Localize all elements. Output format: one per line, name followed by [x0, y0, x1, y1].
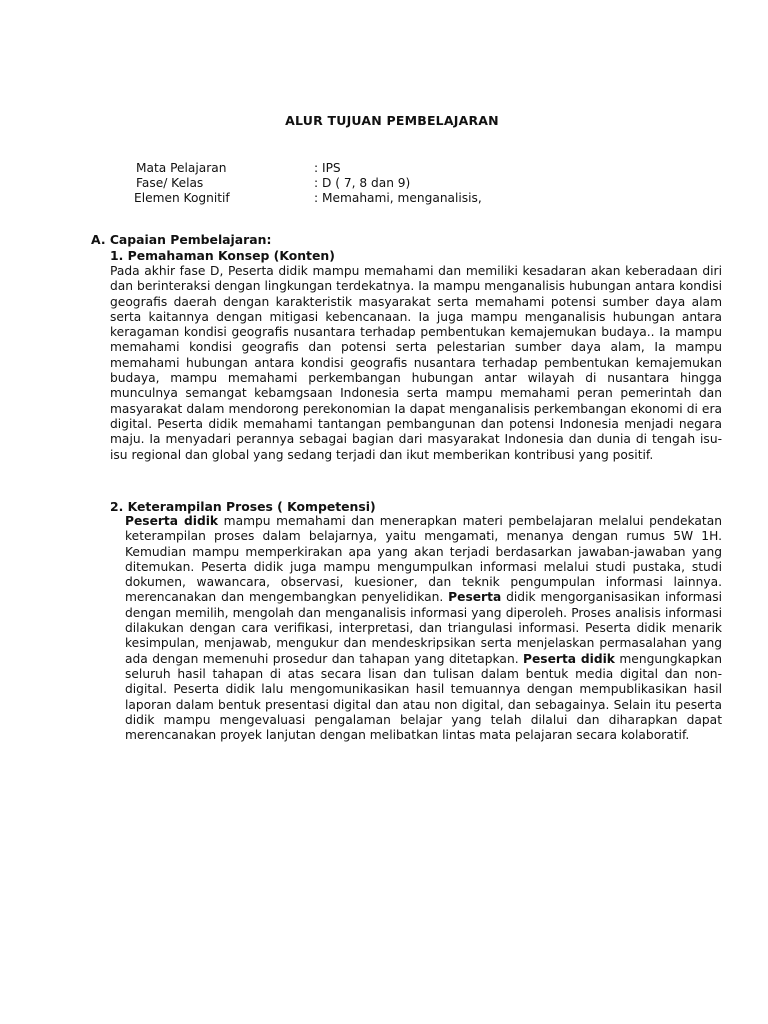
meta-value-phase: : D ( 7, 8 dan 9) — [314, 176, 411, 190]
sub-heading-process: 2. Keterampilan Proses ( Kompetensi) — [110, 499, 376, 514]
paragraph-process — [125, 514, 722, 743]
meta-row-subject — [0, 161, 768, 176]
document-title: ALUR TUJUAN PEMBELAJARAN — [285, 113, 499, 128]
bold-term-3: Peserta didik — [523, 651, 615, 666]
bold-term-2: Peserta — [448, 590, 502, 605]
process-text-1: mampu memahami dan menerapkan materi pembelajaran melalui pendekatan keterampilan proses dalam belajarnya, yaitu mengamati, menanya dengan rumus 5W 1H. Kemudian mampu memperkirakan apa yang akan terjadi berdasarkan jawaban-jawaban yang ditemukan. Peserta didik juga mampu mengumpulkan informasi melalui studi pustaka, studi dokumen, wawancara, observasi, kuesioner, dan teknik pengumpulan informasi lainnya. merencanakan dan mengembangkan penyelidikan. — [125, 514, 722, 605]
meta-value-element: : Memahami, menganalisis, — [314, 191, 482, 205]
process-text-3: mengungkapkan seluruh hasil tahapan di atas secara lisan dan tulisan dalam bentuk media digital dan non-digital. Peserta didik lalu mengomunikasikan hasil temuannya dengan mempublikasikan hasil laporan dalam bentuk presentasi digital dan atau non digital, dan sebagainya. Selain itu peserta didik mampu mengevaluasi pengalaman belajar yang telah dilalui dan diharapkan dapat merencanakan proyek lanjutan dengan melibatkan lintas mata pelajaran secara kolaboratif. — [125, 651, 722, 743]
meta-table — [0, 161, 768, 206]
process-text-2: didik mengorganisasikan informasi dengan memilih, mengolah dan menganalisis informasi yang diperoleh. Proses analisis informasi dilakukan dengan cara verifikasi, interpretasi, dan triangulasi informasi. Peserta didik menarik kesimpulan, menjawab, mengukur dan mendeskripsikan serta menjelaskan permasalahan yang ada dengan memenuhi prosedur dan tahapan yang ditetapkan. — [125, 590, 722, 666]
sub-heading-concept: 1. Pemahaman Konsep (Konten) — [110, 248, 335, 263]
bold-term-1: Peserta didik — [125, 514, 219, 528]
meta-value-subject: : IPS — [314, 161, 341, 175]
meta-label-phase: Fase/ Kelas — [136, 176, 204, 190]
meta-row-element — [0, 191, 768, 206]
meta-label-subject: Mata Pelajaran — [136, 161, 227, 175]
paragraph-concept: Pada akhir fase D, Peserta didik mampu memahami dan memiliki kesadaran akan keberadaan diri dan berinteraksi dengan lingkungan terdekatnya. Ia mampu menganalisis hubungan antara kondisi geografis daerah dengan karakteristik masyarakat serta memahami potensi sumber daya alam serta kaitannya dengan mitigasi kebencanaan. Ia juga mampu menganalisis hubungan antara keragaman kondisi geografis nusantara terhadap pembentukan kemajemukan budaya.. Ia mampu memahami kondisi geografis dan potensi serta pelestarian sumber daya alam, Ia mampu memahami hubungan antara kondisi geografis nusantara terhadap pembentukan kemajemukan budaya, mampu memahami perkembangan hubungan antar wilayah di nusantara hingga munculnya semangat kebamgsaan Indonesia serta mampu memahami peran pemerintah dan masyarakat dalam mendorong perekonomian Ia dapat menganalisis perkembangan ekonomi di era digital. Peserta didik memahami tantangan pembangunan dan potensi Indonesia menjadi negara maju. Ia menyadari perannya sebagai bagian dari masyarakat Indonesia dan dunia di tengah isu-isu regional dan global yang sedang terjadi dan ikut memberikan kontribusi yang positif. — [110, 264, 722, 462]
meta-row-phase — [0, 176, 768, 191]
meta-label-element: Elemen Kognitif — [134, 191, 230, 205]
section-a-heading: A. Capaian Pembelajaran: — [91, 232, 272, 247]
